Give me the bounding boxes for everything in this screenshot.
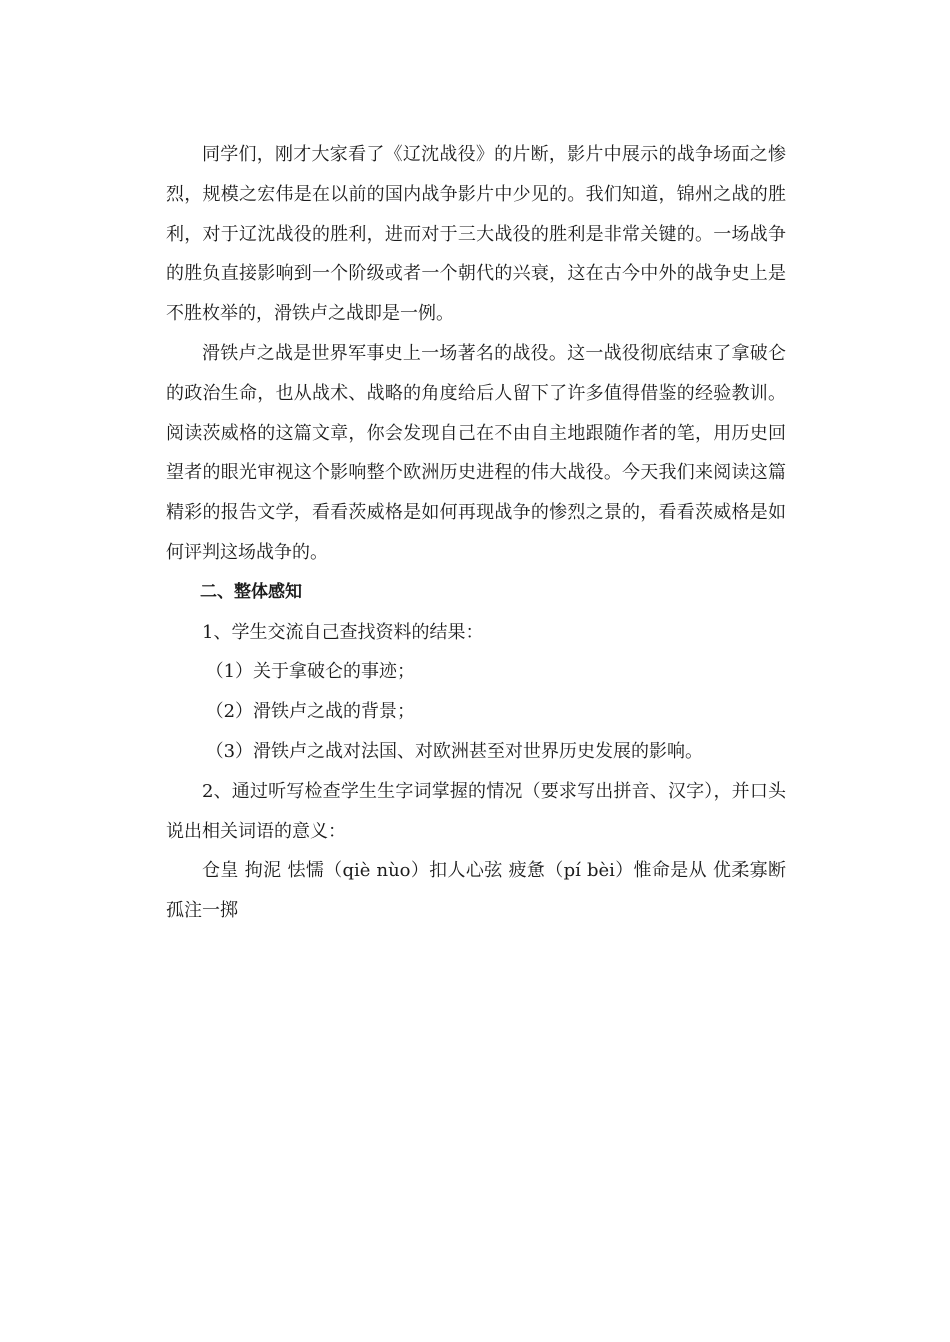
task-1: 1、学生交流自己查找资料的结果： xyxy=(202,621,484,643)
section-heading: 二、整体感知 xyxy=(200,581,302,602)
document-body xyxy=(166,135,786,931)
task-1-item-3: （3）滑铁卢之战对法国、对欧洲甚至对世界历史发展的影响。 xyxy=(205,740,704,762)
vocabulary-list: 仓皇 拘泥 怯懦（qiè nùo）扣人心弦 疲惫（pí bèi）惟命是从 优柔寡断 孤注一掷 xyxy=(166,860,786,922)
intro-paragraph-1: 同学们，刚才大家看了《辽沈战役》的片断，影片中展示的战争场面之惨烈，规模之宏伟是在以前的国内战争影片中少见的。我们知道，锦州之战的胜利，对于辽沈战役的胜利，进而对于三大战役的胜利是非常关键的。一场战争的胜负直接影响到一个阶级或者一个朝代的兴衰，这在古今中外的战争史上是不胜枚举的，滑铁卢之战即是一例。 xyxy=(166,144,786,325)
task-1-item-1: （1）关于拿破仑的事迹； xyxy=(205,661,416,683)
task-1-item-2: （2）滑铁卢之战的背景； xyxy=(205,701,416,723)
task-2: 2、通过听写检查学生生字词掌握的情况（要求写出拼音、汉字），并口头说出相关词语的意义： xyxy=(166,780,786,842)
intro-paragraph-2: 滑铁卢之战是世界军事史上一场著名的战役。这一战役彻底结束了拿破仑的政治生命，也从战术、战略的角度给后人留下了许多值得借鉴的经验教训。阅读茨威格的这篇文章，你会发现自己在不由自主地跟随作者的笔，用历史回望者的眼光审视这个影响整个欧洲历史进程的伟大战役。今天我们来阅读这篇精彩的报告文学，看看茨威格是如何再现战争的惨烈之景的，看看茨威格是如何评判这场战争的。 xyxy=(166,342,786,563)
